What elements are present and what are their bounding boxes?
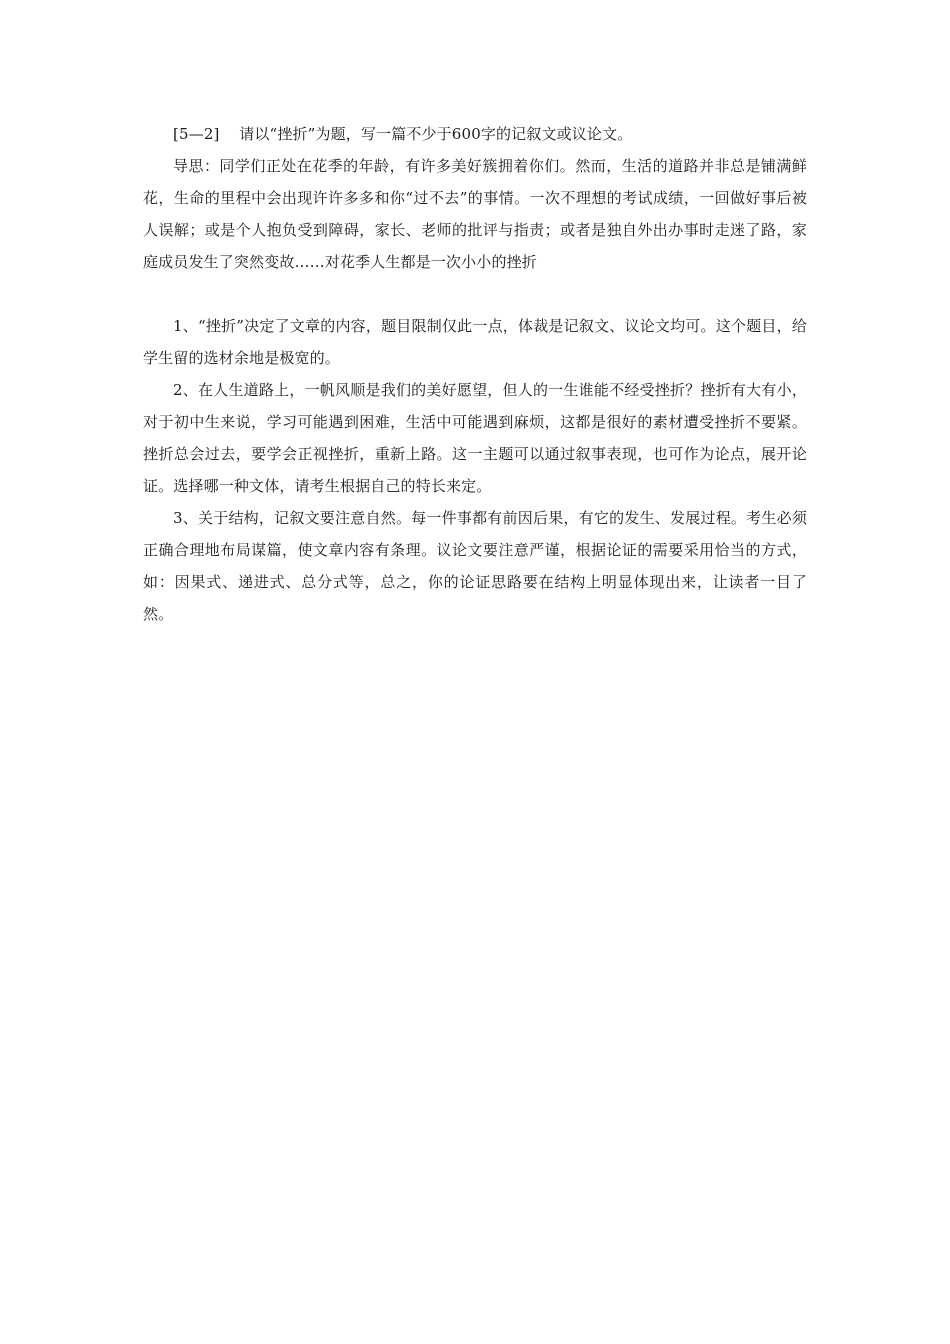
guide-paragraph: 导思：同学们正处在花季的年龄，有许多美好簇拥着你们。然而，生活的道路并非总是铺满鲜花，生命的里程中会出现许许多多和你“过不去”的事情。一次不理想的考试成绩，一回做好事后被人误解；或是个人抱负受到障碍，家长、老师的批评与指责；或者是独自外出办事时走迷了路，家庭成员发生了突然变故……对花季人生都是一次小小的挫折: [143, 157, 807, 271]
document-body: [143, 118, 807, 630]
guide-point-3: 3、关于结构，记叙文要注意自然。每一件事都有前因后果，有它的发生、发展过程。考生必须正确合理地布局谋篇，使文章内容有条理。议论文要注意严谨，根据论证的需要采用恰当的方式，如：因果式、递进式、总分式等，总之，你的论证思路要在结构上明显体现出来，让读者一目了然。: [143, 509, 807, 623]
paragraph-gap: [143, 278, 807, 310]
guide-point-2: 2、在人生道路上，一帆风顺是我们的美好愿望，但人的一生谁能不经受挫折？挫折有大有小，对于初中生来说，学习可能遇到困难，生活中可能遇到麻烦，这都是很好的素材遭受挫折不要紧。挫折总会过去，要学会正视挫折，重新上路。这一主题可以通过叙事表现，也可作为论点，展开论证。选择哪一种文体，请考生根据自己的特长来定。: [143, 381, 807, 495]
guide-point-1: 1、“挫折”决定了文章的内容，题目限制仅此一点，体裁是记叙文、议论文均可。这个题目，给学生留的选材余地是极宽的。: [143, 317, 807, 367]
essay-prompt: [5—2] 请以“挫折”为题，写一篇不少于600字的记叙文或议论文。: [173, 125, 633, 143]
